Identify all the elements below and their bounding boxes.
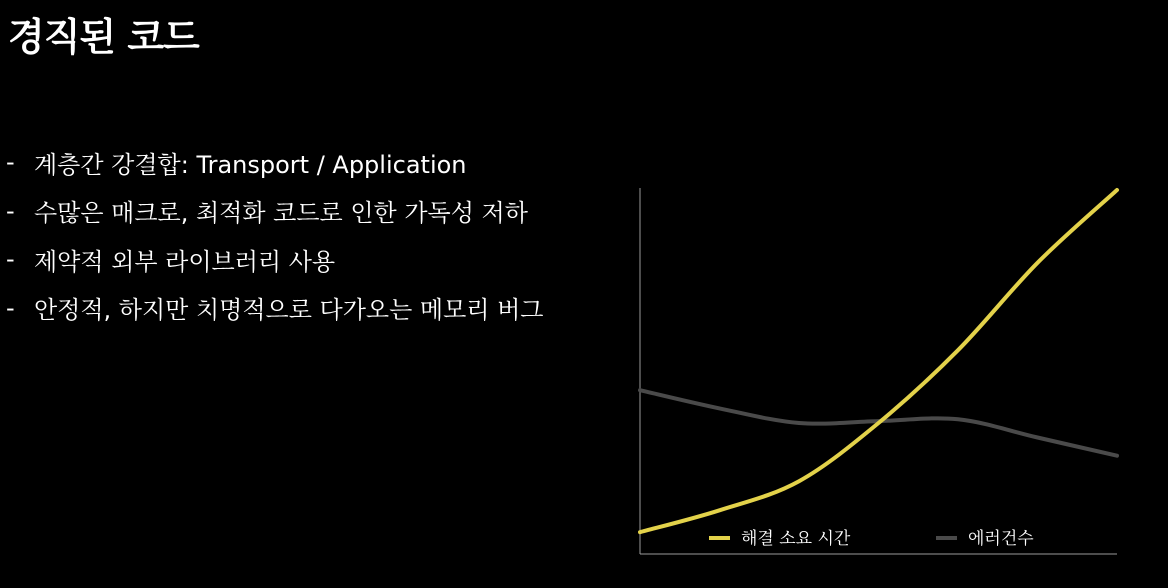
legend-label-error-count: 에러건수 (968, 529, 1034, 549)
legend (709, 528, 1034, 549)
bullet-dash: - (6, 196, 15, 225)
bullet-text: 수많은 매크로, 최적화 코드로 인한 가독성 저하 (34, 199, 528, 228)
bullet-item (6, 235, 543, 284)
bullet-dash: - (6, 245, 15, 274)
bullet-item (6, 138, 543, 187)
bullet-dash: - (6, 293, 15, 322)
slide-title: 경직된 코드 (8, 15, 199, 59)
bullet-item (6, 187, 543, 236)
bullet-dash: - (6, 148, 15, 177)
bullet-text: 제약적 외부 라이브러리 사용 (34, 247, 336, 276)
bullet-item (6, 284, 543, 333)
series-layer (640, 190, 1117, 532)
series-line-resolution-time (640, 190, 1117, 532)
bullet-list (6, 138, 543, 332)
line-chart (620, 180, 1140, 570)
bullet-text: 안정적, 하지만 치명적으로 다가오는 메모리 버그 (34, 296, 544, 325)
legend-label-resolution-time: 해결 소요 시간 (741, 529, 851, 549)
bullet-text: 계층간 강결합: Transport / Application (34, 150, 467, 179)
